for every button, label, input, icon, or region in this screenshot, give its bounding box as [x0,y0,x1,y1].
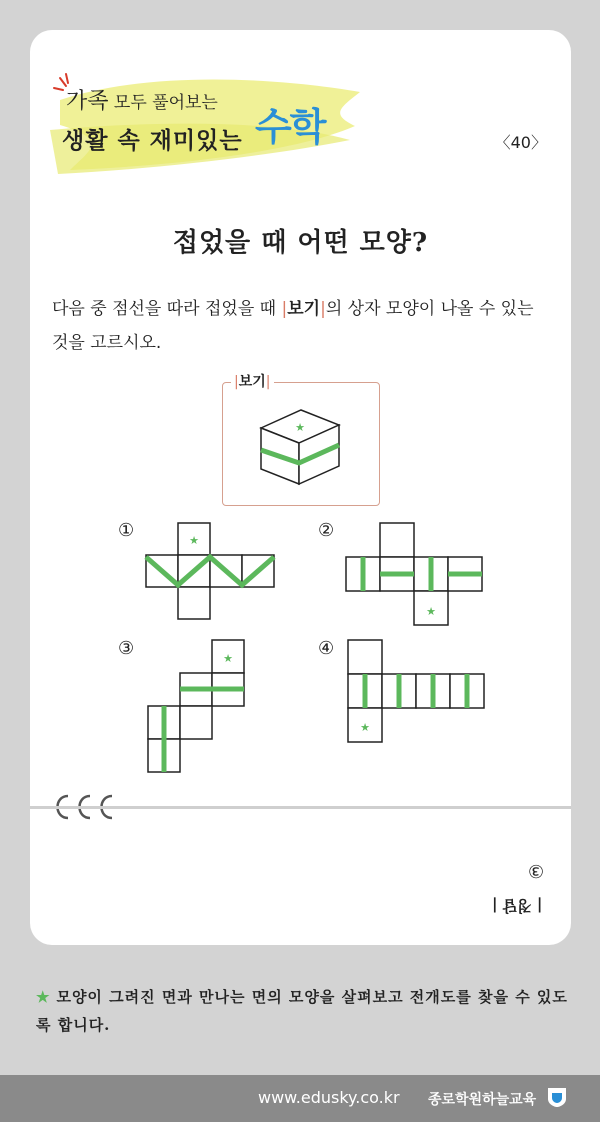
question-after: 의 상자 모양이 나올 수 있는 것을 고르시오. [52,299,534,353]
brand-line1-rest: 모두 풀어보는 [113,93,218,113]
option-3-net[interactable] [140,636,300,786]
footer-url-link[interactable]: www.edusky.co.kr [258,1088,400,1107]
example-box [222,374,380,506]
footer [0,1075,600,1122]
option-2-net[interactable] [340,520,500,630]
brand-math: 수학 [255,105,325,149]
star-icon: ★ [189,534,199,547]
hint-body: 모양이 그려진 면과 만나는 면의 모양을 살펴보고 전개도를 찾을 수 있도록 합니다. [36,988,568,1034]
divider [30,806,571,809]
issue-number: 〈40〉 [494,133,547,152]
footer-org: 종로학원하늘교육 [428,1092,537,1108]
option-2-number[interactable]: ② [318,520,335,541]
hint-text [36,983,576,1039]
star-icon: ★ [36,988,51,1006]
question-bogi-word: 보기 [287,299,321,319]
brand-line1 [66,84,218,115]
answer-label-text: 정답 [502,897,532,915]
brand-line2: 생활 속 재미있는 [62,128,243,154]
option-4-number[interactable]: ④ [318,638,335,659]
star-icon: ★ [360,721,370,734]
brand-line1-family: 가족 [66,89,109,114]
star-icon: ★ [295,421,305,434]
cube-illustration [223,383,379,505]
answer-label: | 정답 | [492,897,543,915]
option-3-number[interactable]: ③ [118,638,135,659]
question-before: 다음 중 점선을 따라 접었을 때 [52,299,282,319]
org-logo-icon [546,1085,568,1109]
option-1-net[interactable] [140,520,300,630]
option-1-number[interactable]: ① [118,520,135,541]
star-icon: ★ [426,605,436,618]
example-label: |보기| [231,371,274,391]
header [30,30,571,200]
question-text [52,292,552,360]
example-label-text: 보기 [238,374,266,390]
answer-value: ③ [528,860,545,881]
star-icon: ★ [223,652,233,665]
option-4-net[interactable] [340,636,500,786]
page-title: 접었을 때 어떤 모양? [172,228,429,258]
question-bogi-ref: |보기| [281,299,326,319]
card [30,30,571,945]
